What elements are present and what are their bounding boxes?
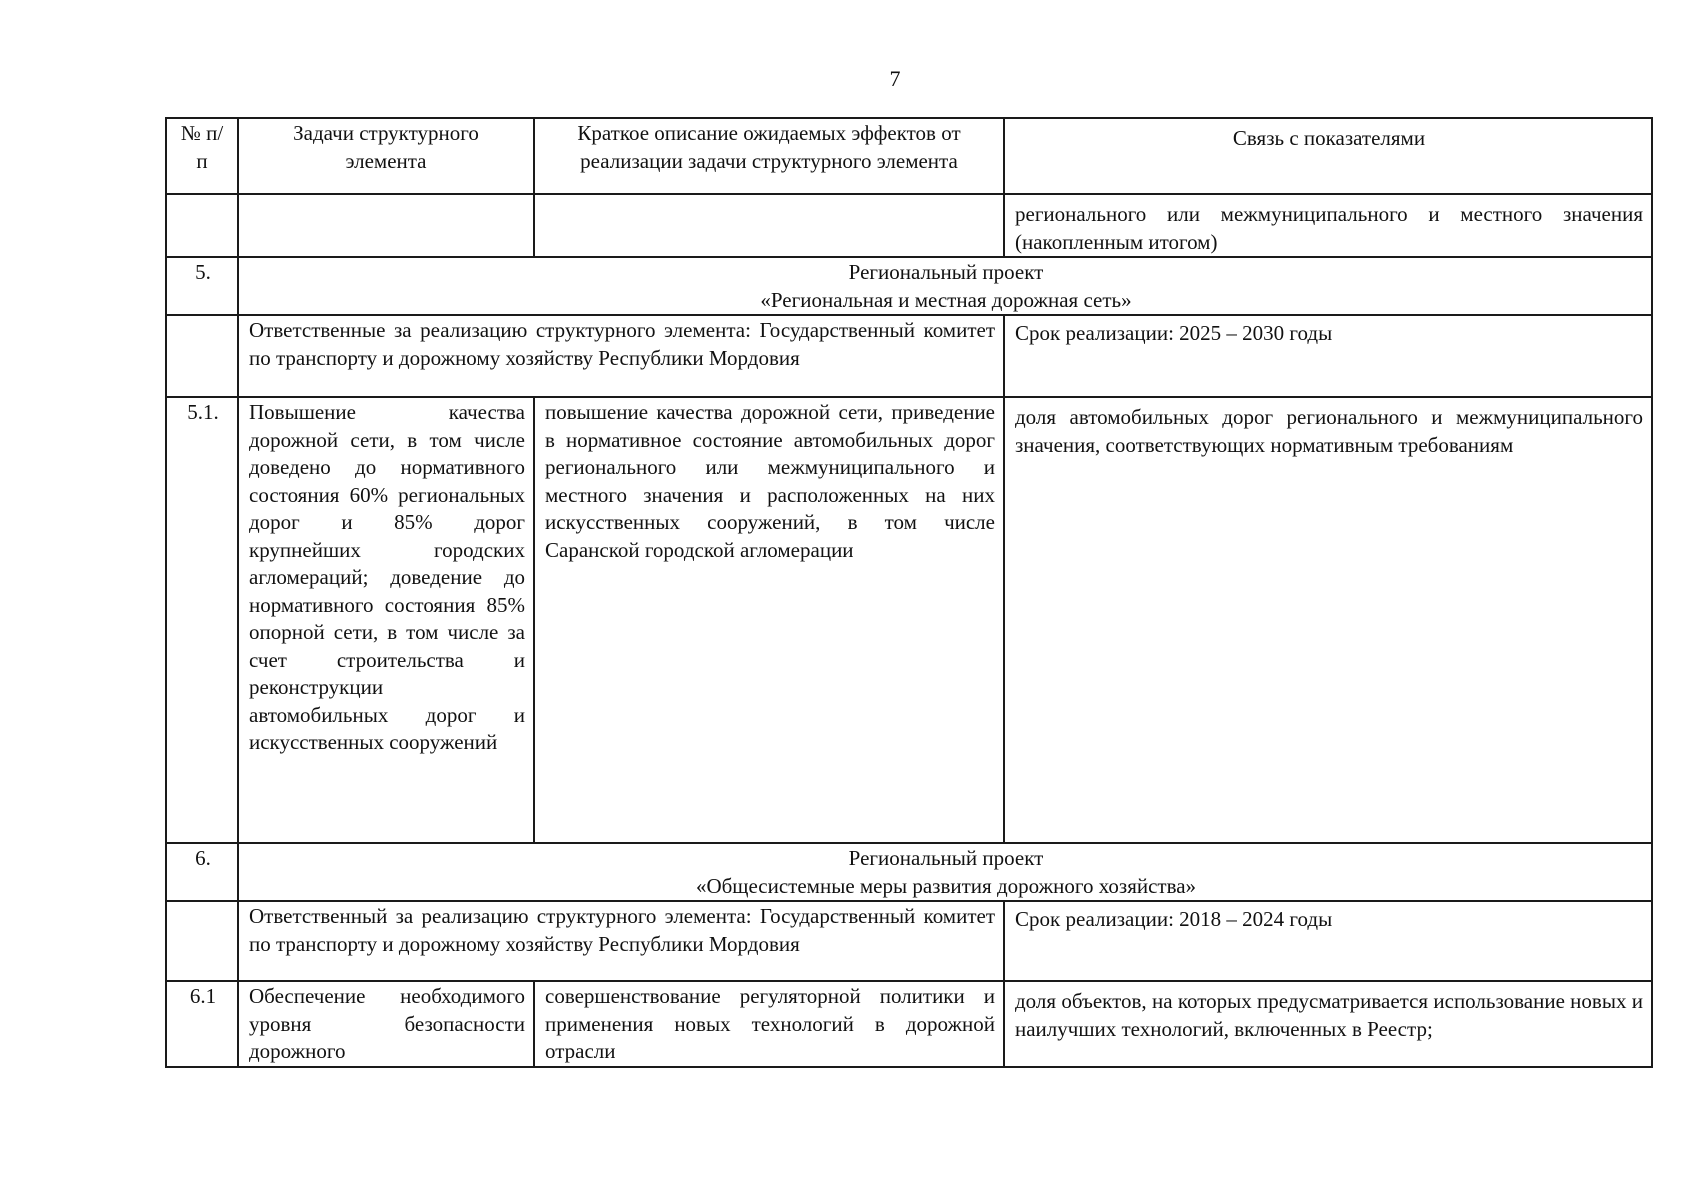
project-row-5 bbox=[166, 257, 1652, 315]
empty-cell bbox=[238, 194, 534, 257]
empty-cell bbox=[166, 901, 238, 981]
term-6: Срок реализации: 2018 – 2024 годы bbox=[1004, 901, 1652, 981]
task-6-1: Обеспечение необходимого уровня безопасности дорожного bbox=[238, 981, 534, 1067]
effect-6-1: совершенствование регуляторной политики и применения новых технологий в дорожной отрасли bbox=[534, 981, 1004, 1067]
term-5: Срок реализации: 2025 – 2030 годы bbox=[1004, 315, 1652, 397]
table-row bbox=[166, 194, 1652, 257]
effect-5-1: повышение качества дорожной сети, приведение в нормативное состояние автомобильных дорог регионального или межмуниципального и местного значения и расположенных на них искусственных сооружений, в том числе Саранской городской агломерации bbox=[534, 397, 1004, 843]
project-row-6 bbox=[166, 843, 1652, 901]
header-indicators: Связь с показателями bbox=[1004, 118, 1652, 194]
indicator-continuation: регионального или межмуниципального и местного значения (накопленным итогом) bbox=[1004, 194, 1652, 257]
indicator-6-1: доля объектов, на которых предусматривается использование новых и наилучших технологий, включенных в Реестр; bbox=[1004, 981, 1652, 1067]
indicator-5-1: доля автомобильных дорог регионального и межмуниципального значения, соответствующих нормативным требованиям bbox=[1004, 397, 1652, 843]
page-number: 7 bbox=[889, 66, 901, 91]
structural-elements-table bbox=[165, 117, 1653, 1068]
section-number-6: 6. bbox=[166, 843, 238, 901]
row-number-5-1: 5.1. bbox=[166, 397, 238, 843]
project-label-6: Региональный проект bbox=[848, 846, 1044, 870]
responsible-row-5 bbox=[166, 315, 1652, 397]
project-label-5: Региональный проект bbox=[848, 260, 1044, 284]
table-header-row bbox=[166, 118, 1652, 194]
table-row-6-1 bbox=[166, 981, 1652, 1067]
responsible-5: Ответственные за реализацию структурного элемента: Государственный комитет по транспорту и дорожному хозяйству Республики Мордовия bbox=[238, 315, 1004, 397]
table-row-5-1 bbox=[166, 397, 1652, 843]
project-title-5 bbox=[238, 257, 1652, 315]
header-number: № п/п bbox=[166, 118, 238, 194]
task-5-1: Повышение качества дорожной сети, в том числе доведено до нормативного состояния 60% региональных дорог и 85% дорог крупнейших городских агломераций; доведение до нормативного состояния 85% опорной сети, в том числе за счет строительства и реконструкции автомобильных дорог и искусственных сооружений bbox=[238, 397, 534, 843]
empty-cell bbox=[166, 315, 238, 397]
row-number-6-1: 6.1 bbox=[166, 981, 238, 1067]
header-tasks: Задачи структурного элемента bbox=[238, 118, 534, 194]
responsible-6: Ответственный за реализацию структурного элемента: Государственный комитет по транспорту и дорожному хозяйству Республики Мордовия bbox=[238, 901, 1004, 981]
project-name-6: «Общесистемные меры развития дорожного хозяйства» bbox=[695, 873, 1197, 898]
empty-cell bbox=[166, 194, 238, 257]
header-effects: Краткое описание ожидаемых эффектов от реализации задачи структурного элемента bbox=[534, 118, 1004, 194]
project-title-6 bbox=[238, 843, 1652, 901]
responsible-row-6 bbox=[166, 901, 1652, 981]
empty-cell bbox=[534, 194, 1004, 257]
project-name-5: «Региональная и местная дорожная сеть» bbox=[760, 287, 1132, 312]
section-number-5: 5. bbox=[166, 257, 238, 315]
